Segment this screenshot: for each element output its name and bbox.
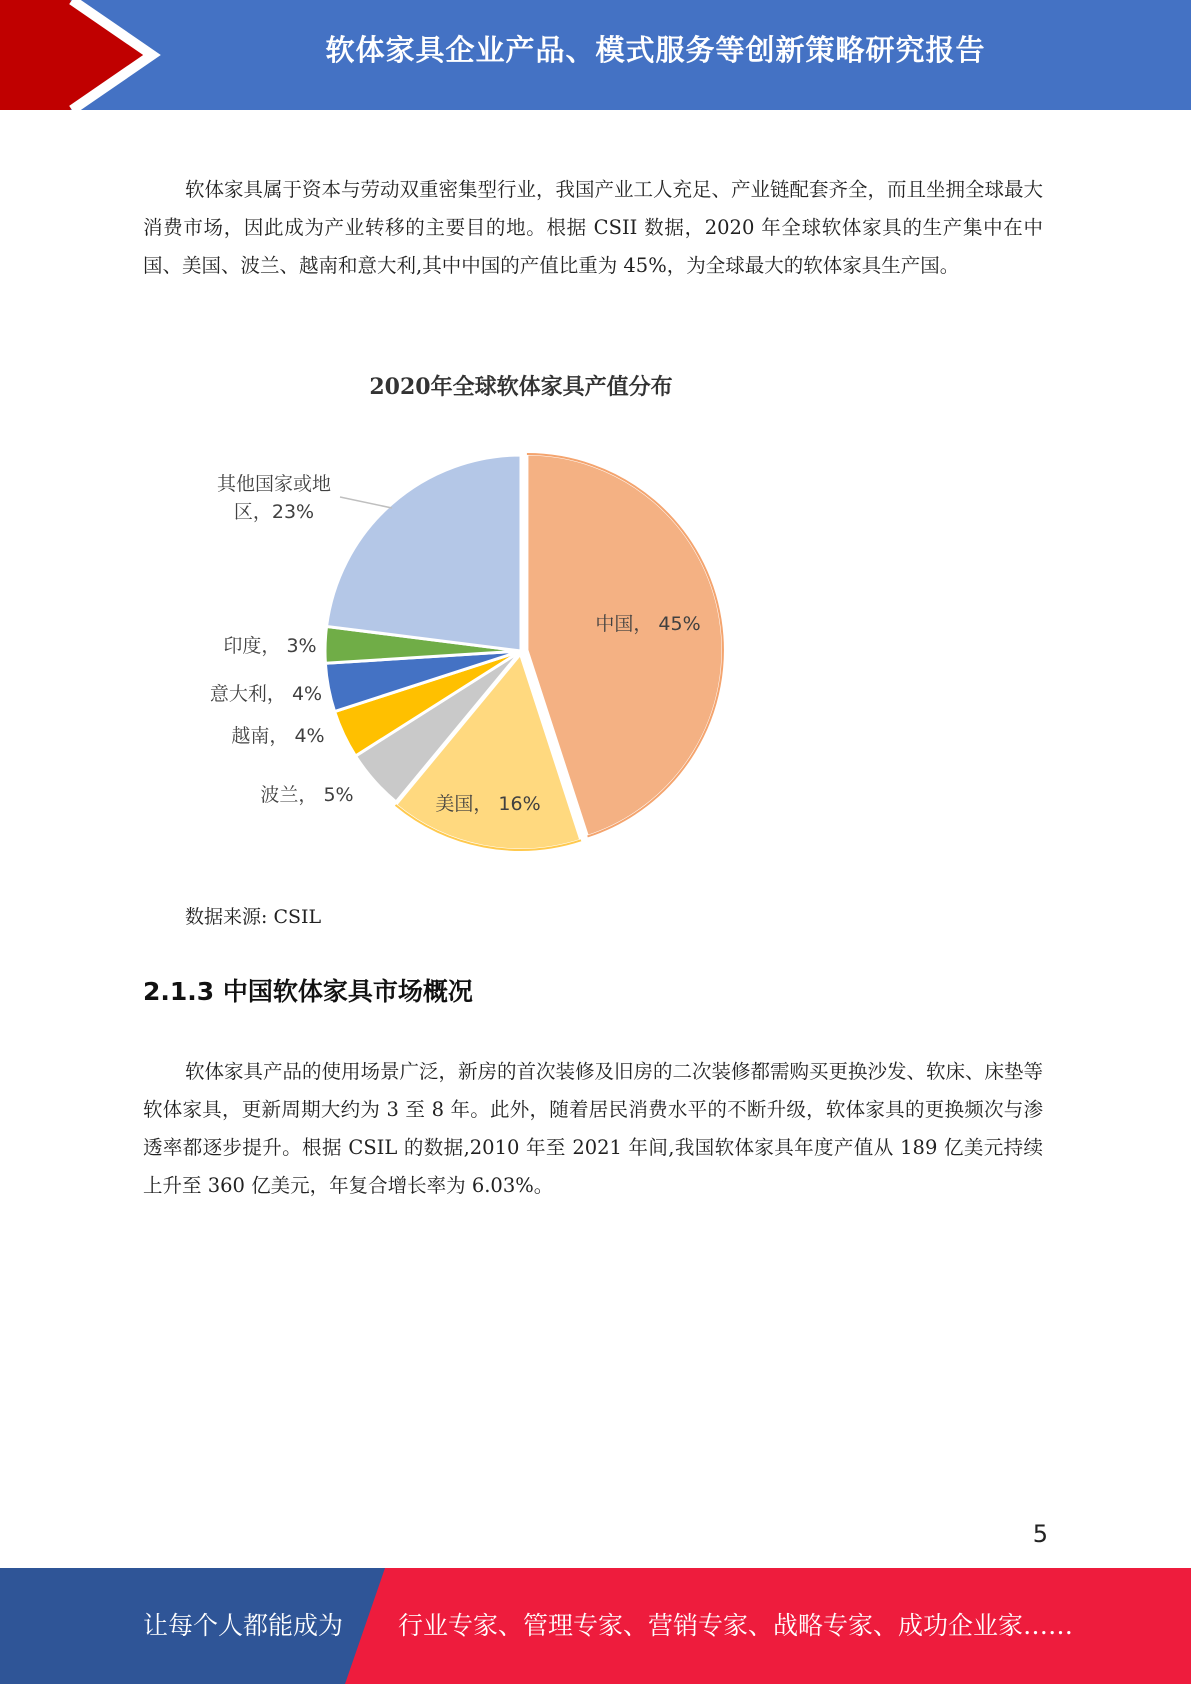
data-label-2: 美国， 16% [435,793,541,815]
data-label-1: 中国， 45% [595,613,701,635]
data-source: 数据来源: CSIL [185,906,322,928]
chart-title: 2020年全球软体家具产值分布 [369,374,673,400]
data-label-5: 意大利， 4% [209,683,323,705]
section-heading: 2.1.3 中国软体家具市场概况 [143,977,473,1006]
header-title-text: 软体家具企业产品、模式服务等创新策略研究报告 [325,33,986,67]
page-number: 5 [1032,1520,1048,1548]
footer-slogan-left: 让每个人都能成为 [143,1611,344,1640]
data-label-6: 印度， 3% [223,635,317,657]
section-paragraph: 软体家具产品的使用场景广泛，新房的首次装修及旧房的二次装修都需购买更换沙发、软床、床垫等软体家具，更新周期大约为 3 至 8 年。此外，随着居民消费水平的不断升级，软体家具的更换频次与渗透率都逐步提升。根据 CSIL 的数据,2010 年至 2021 年间,我国软体家具年度产值从 189 亿美元持续上升至 360 亿美元，年复合增长率为 6.03%。 [143,1060,1044,1197]
page-footer [0,1568,1191,1684]
data-label-3: 波兰， 5% [260,784,354,806]
footer-slogan-right: 行业专家、管理专家、营销专家、战略专家、成功企业家…… [398,1611,1074,1640]
label-leader-line [340,497,392,508]
data-label-4: 越南， 4% [231,725,325,747]
data-label-7-line2: 区，23% [233,501,315,523]
pie-slice-7 [327,455,521,651]
data-label-7-line1: 其他国家或地 [216,473,332,495]
intro-paragraph: 软体家具属于资本与劳动双重密集型行业，我国产业工人充足、产业链配套齐全，而且坐拥全球最大消费市场，因此成为产业转移的主要目的地。根据 CSII 数据，2020 年全球软体家具的生产集中在中国、美国、波兰、越南和意大利,其中中国的产值比重为 45%，为全球最大的软体家具生产国。 [143,178,1044,277]
